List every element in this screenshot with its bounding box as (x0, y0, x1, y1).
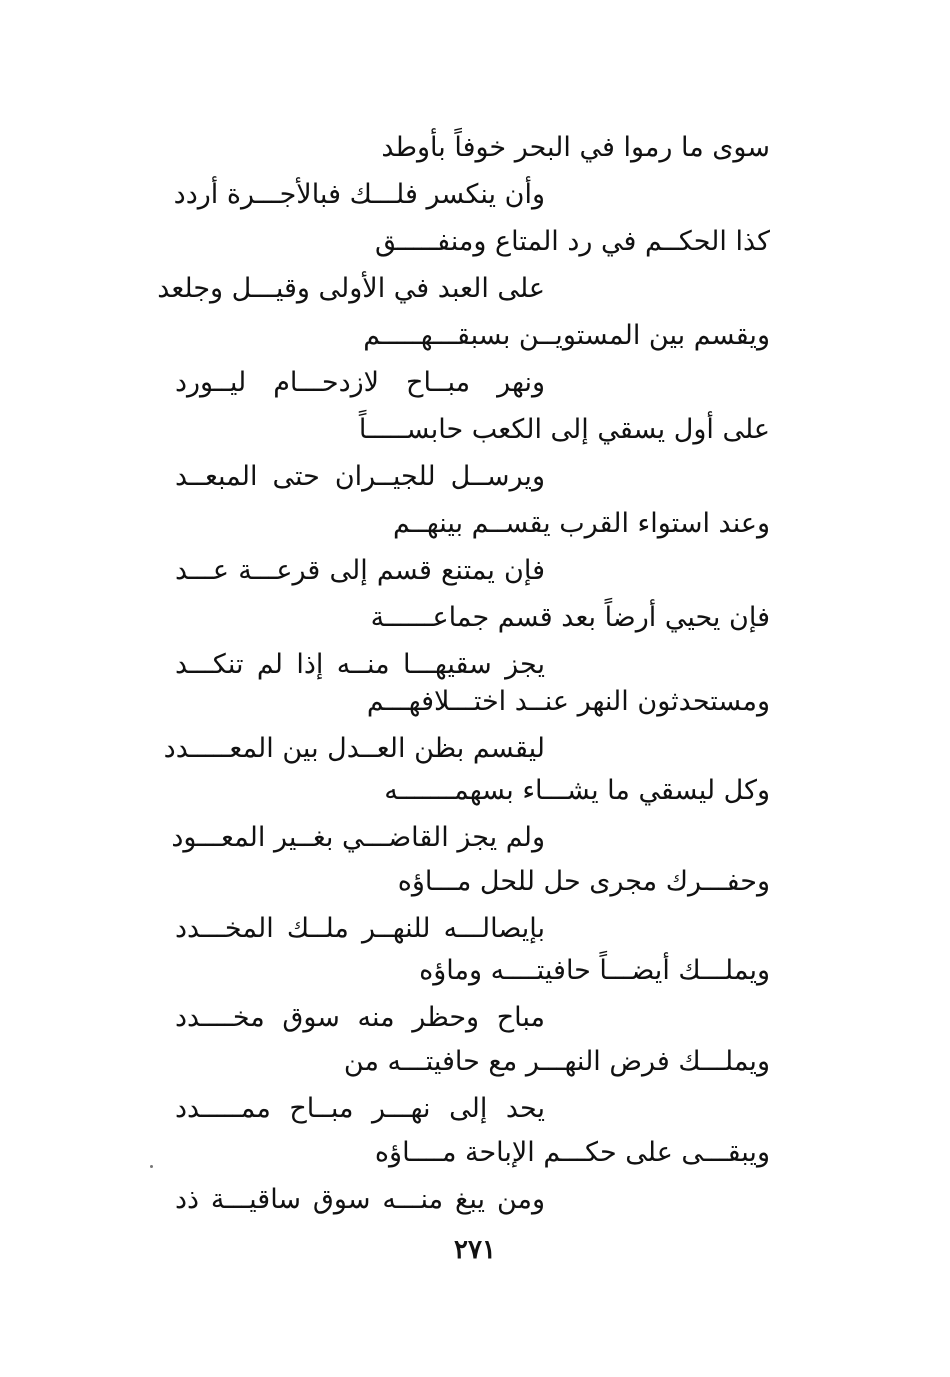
verse-hemistich-first: ومستحدثون النهر عنــد اختـــلافهـــم (366, 686, 770, 717)
verse-hemistich-second: ونهر مبــاح لازدحـــام ليــورد (175, 367, 545, 398)
verse-hemistich-second: بإيصالـــه للنهــر ملــك المخـــدد (175, 913, 545, 944)
verse-hemistich-second: على العبد في الأولى وقيـــل وجلعد (157, 273, 545, 304)
verse-hemistich-first: ويقسم بين المستويــن بسبقـــهـــــم (363, 320, 770, 351)
verse-hemistich-first: ويملـــك فرض النهـــر مع حافيتـــه من (343, 1046, 770, 1077)
verse-hemistich-first: وعند استواء القرب يقســم بينهــم (392, 508, 770, 539)
verse-hemistich-second: وأن ينكسر فلـــك فبالأجـــرة أردد (173, 179, 545, 210)
verse-hemistich-first: وكل ليسقي ما يشـــاء بسهمـــــــه (384, 775, 770, 806)
verse-hemistich-second: مباح وحظر منه سوق مخــــدد (175, 1002, 545, 1033)
verse-hemistich-first: كذا الحكــم في رد المتاع ومنفـــــق (375, 226, 770, 257)
verse-hemistich-first: على أول يسقي إلى الكعب حابســـــاً (358, 414, 770, 445)
verse-hemistich-first: ويبقـــى على حكـــم الإباحة مــــاؤه (374, 1137, 770, 1168)
verse-hemistich-second: فإن يمتنع قسم إلى قرعـــة عـــد (175, 555, 545, 586)
verse-hemistich-second: يحد إلى نهـــر مبــاح ممـــــدد (175, 1093, 545, 1124)
verse-hemistich-second: يجز سقيهـــا منــه إذا لم تنكـــد (175, 649, 545, 680)
scan-speck (150, 1165, 153, 1168)
verse-hemistich-first: وحفـــرك مجرى حل للحل مـــاؤه (397, 866, 770, 897)
verse-hemistich-first: فإن يحيي أرضاً بعد قسم جماعــــــة (370, 602, 770, 633)
page-number: ٢٧١ (454, 1235, 496, 1265)
verse-hemistich-second: ليقسم بظن العــدل بين المعـــــدد (163, 733, 545, 764)
verse-hemistich-first: ويملـــك أيضـــاً حافيتــــه وماؤه (419, 955, 770, 986)
verse-hemistich-first: سوى ما رموا في البحر خوفاً بأوطد (381, 132, 770, 163)
verse-hemistich-second: ومن يبغ منـــه سوق ساقيـــة ذد (175, 1184, 545, 1215)
verse-hemistich-second: ويرســل للجيــران حتى المبعــد (175, 461, 545, 492)
verse-hemistich-second: ولم يجز القاضـــي بغــير المعـــود (171, 822, 545, 853)
